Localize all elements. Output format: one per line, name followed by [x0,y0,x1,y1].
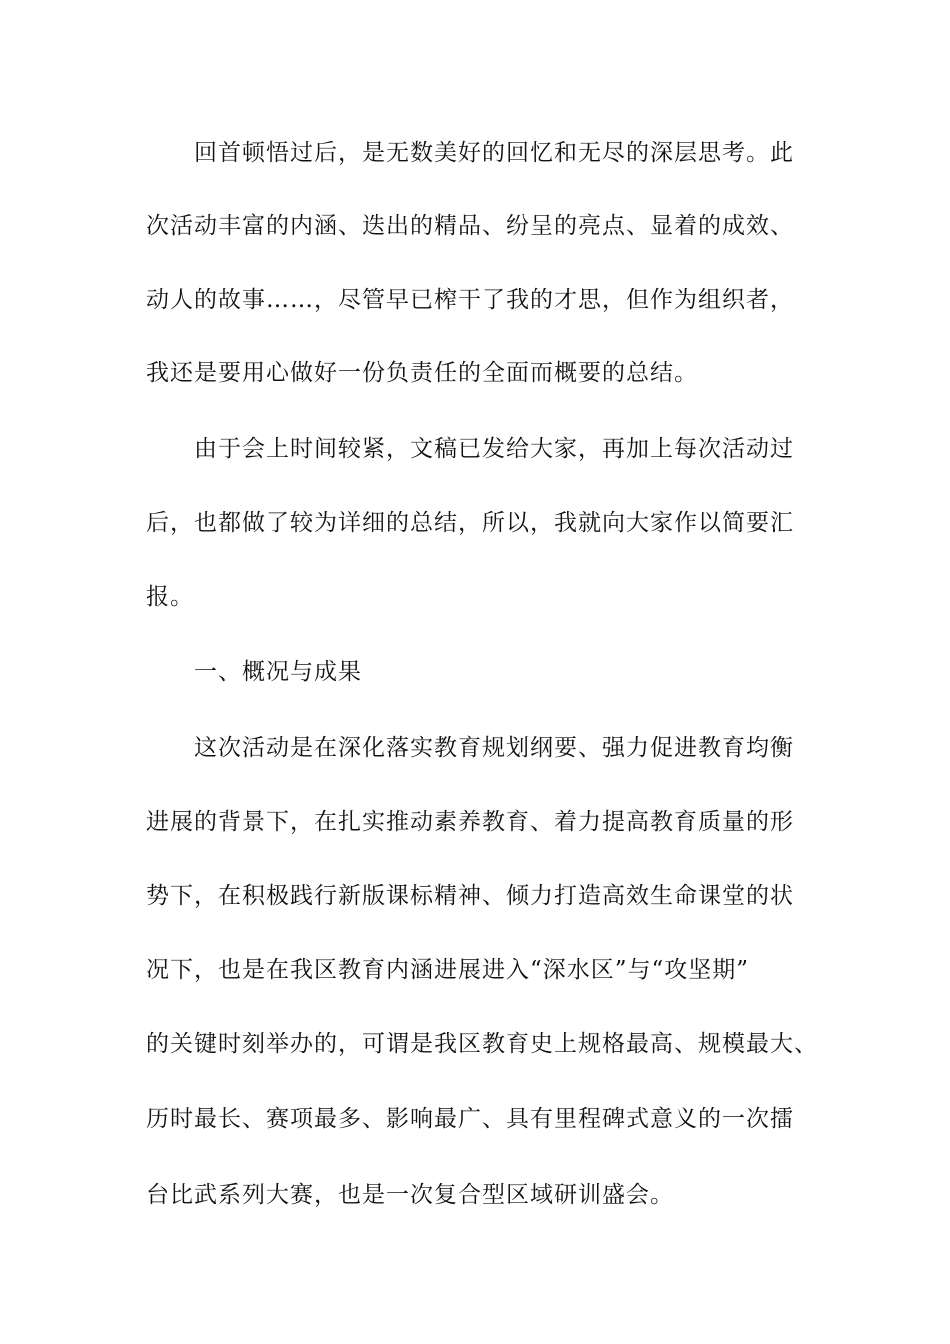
paragraph-3-line-6: 历时最长、赛项最多、影响最广、具有里程碑式意义的一次擂 [146,1106,794,1132]
paragraph-2-line-3: 报。 [146,584,194,610]
paragraph-1-line-1: 回首顿悟过后，是无数美好的回忆和无尽的深层思考。此 [194,140,794,166]
paragraph-2-line-1: 由于会上时间较紧，文稿已发给大家，再加上每次活动过 [194,436,794,462]
paragraph-1-line-3: 动人的故事……，尽管早已榨干了我的才思，但作为组织者， [146,287,794,313]
paragraph-3-line-3: 势下，在积极践行新版课标精神、倾力打造高效生命课堂的状 [146,883,794,909]
paragraph-3-line-2: 进展的背景下，在扎实推动素养教育、着力提高教育质量的形 [146,809,794,835]
paragraph-3-line-1: 这次活动是在深化落实教育规划纲要、强力促进教育均衡 [194,735,794,761]
paragraph-3-line-5: 的关键时刻举办的，可谓是我区教育史上规格最高、规模最大、 [146,1031,818,1057]
paragraph-3-line-4: 况下，也是在我区教育内涵进展进入“深水区”与“攻坚期” [146,957,750,983]
paragraph-1-line-4: 我还是要用心做好一份负责任的全面而概要的总结。 [146,360,698,386]
paragraph-2-line-2: 后，也都做了较为详细的总结，所以，我就向大家作以简要汇 [146,510,794,536]
paragraph-1-line-2: 次活动丰富的内涵、迭出的精品、纷呈的亮点、显着的成效、 [146,213,794,239]
section-heading: 一、概况与成果 [194,659,362,685]
paragraph-3-line-7: 台比武系列大赛，也是一次复合型区域研训盛会。 [146,1182,674,1208]
